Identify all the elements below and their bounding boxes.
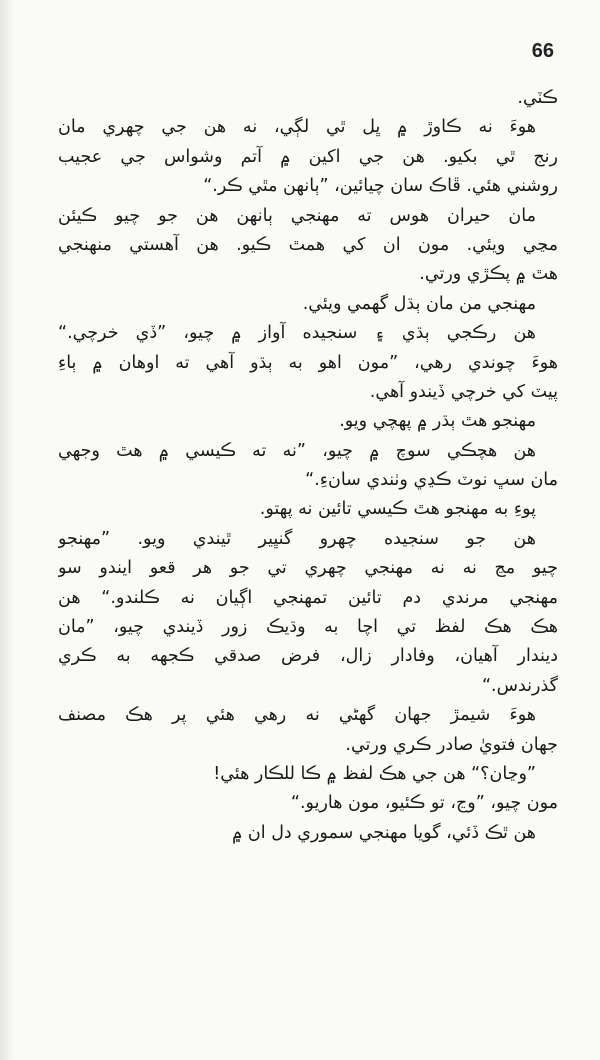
text-line: مان سڀ نوٽ ڪڍي وٺندي سانءِ.“ xyxy=(305,470,558,491)
text-line: ڪٽي. xyxy=(517,88,558,108)
text-line: مڃي ويئي. مون ان کي همٿ ڪيو. هن آهستي منهنجي xyxy=(58,234,558,255)
text-line: پوءِ به مهنجو هٿ ڪيسي تائين نه پهتو. xyxy=(259,499,536,520)
text-line: ديندار آهيان، وفادار زال، فرض صدقي ڪجهه به ڪري xyxy=(58,646,558,667)
text-line: روشني هئي. ڦاڪ سان چيائين، ”ٻانهن مٿي ڪر.“ xyxy=(203,176,558,197)
text-line: پيٽ کي خرچي ڏيندو آهي. xyxy=(369,381,558,402)
text-line: هن هچڪي سوچ ۾ چيو، ”نه ته ڪيسي ۾ هٿ وجهي xyxy=(58,440,536,461)
page-gutter-shadow xyxy=(0,0,14,1060)
text-line: هوءَ نه ڪاوڙ ۾ ڀل ٿي لڳي، نه هن جي چهري مان xyxy=(58,117,536,138)
page-number: 66 xyxy=(531,40,554,62)
text-line: رنج ٿي بکيو. هن جي اکين ۾ آتم وشواس جي عجيب xyxy=(58,146,558,167)
text-line: مهنجي من مان ٻڌل گهمي ويئي. xyxy=(302,293,536,314)
text-line: هن ٿڪ ڏئي، گويا مهنجي سموري دل ان ۾ xyxy=(232,822,536,843)
text-line: مون چيو، ”وڃ، تو ڪئيو، مون هاريو.“ xyxy=(290,793,558,814)
text-line: هن جو سنجيده چهرو گنڀير ٿيندي ويو. ”مهنجو xyxy=(58,528,536,549)
text-line: گذرندس.“ xyxy=(481,675,558,696)
text-line: هڪ هڪ لفظ تي اچا به وڌيڪ زور ڏيندي چيو، ”مان xyxy=(58,617,558,638)
text-line: چيو مڃ نه نه مهنجي چهري تي جو هر قعو ايندو سو xyxy=(58,558,558,579)
text-line: مان حيران هوس ته مهنجي ٻانهن هن جو چيو ڪيئن xyxy=(58,205,536,226)
text-line: مهنجي مرندي دم تائين تمهنجي اڳيان نه ڪلندو.“ هن xyxy=(58,587,558,608)
text-line: جهان فتويٰ صادر ڪري ورتي. xyxy=(345,734,558,755)
body-text xyxy=(58,84,558,848)
text-line: مهنجو هٿ ٻڌر ۾ پهچي ويو. xyxy=(339,411,536,432)
text-line: ”وڃان؟“ هن جي هڪ لفظ ۾ ڪا للڪار هئي! xyxy=(213,763,536,784)
text-line: هٿ ۾ پڪڙي ورتي. xyxy=(419,264,558,285)
text-line: هن رڪجي ٻڌي ۽ سنجيده آواز ۾ چيو، ”ڏي خرچي.“ xyxy=(58,323,536,344)
text-line: هوءَ چوندي رهي، ”مون اهو به ٻڌو آهي ته اوهان ۾ ٻاءِ xyxy=(58,352,558,373)
text-line: هوءَ شيمڙ جهان گهڻي نه رهي هئي پر هڪ مصنف xyxy=(58,705,536,726)
